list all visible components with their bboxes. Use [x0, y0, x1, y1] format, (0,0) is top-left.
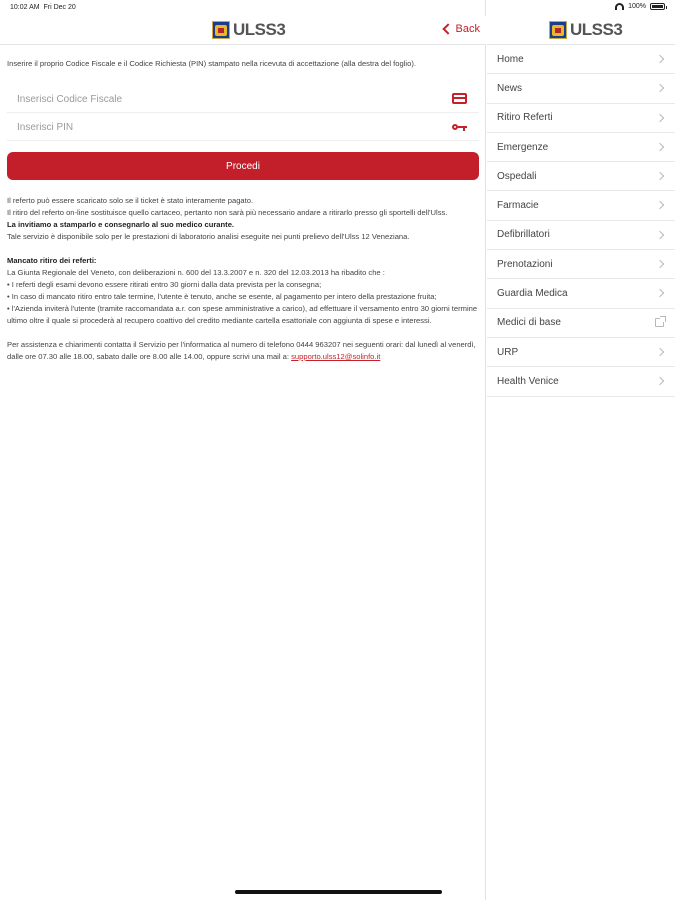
- pin-field: [7, 113, 479, 141]
- sidebar-menu: [487, 45, 675, 397]
- form-fields: [7, 85, 479, 141]
- chevron-right-icon: [656, 172, 664, 180]
- sidebar-navbar: [487, 16, 675, 45]
- sidebar-item-ospedali[interactable]: Ospedali: [487, 162, 675, 191]
- codice-fiscale-input[interactable]: [7, 85, 479, 113]
- chevron-right-icon: [656, 201, 664, 209]
- mancato-ritiro-bullet-3: • l'Azienda inviterà l'utente (tramite raccomandata a.r. con spese amministrative a carico), ad effettuare il versamento entro 30 giorni termine ultimo oltre il quale si procederà al recupero coattivo del credito mediante cartella esattoriale con aggiunta di spese e interessi.: [7, 304, 478, 325]
- external-link-icon: [655, 318, 664, 327]
- mancato-ritiro-title: Mancato ritiro dei referti:: [7, 256, 97, 265]
- back-label: Back: [455, 23, 480, 35]
- sidebar-item-home[interactable]: Home: [487, 45, 675, 74]
- chevron-right-icon: [656, 260, 664, 268]
- chevron-right-icon: [656, 113, 664, 121]
- home-indicator[interactable]: [235, 890, 442, 894]
- mancato-ritiro-bullet-2: • In caso di mancato ritiro entro tale termine, l'utente è tenuto, anche se esente, al pagamento per intero della prestazione fruita;: [7, 292, 437, 301]
- info-p4: Tale servizio è disponibile solo per le prestazioni di laboratorio analisi eseguite nei punti prelievo dell'Ulss 12 Veneziana.: [7, 232, 410, 241]
- info-p3: La invitiamo a stamparlo e consegnarlo al suo medico curante.: [7, 220, 235, 229]
- chevron-right-icon: [656, 84, 664, 92]
- chevron-right-icon: [656, 348, 664, 356]
- info-p2: Il ritiro del referto on-line sostituisce quello cartaceo, pertanto non sarà più necessario andare a ritirarlo presso gli sportelli dell'Ulss.: [7, 208, 448, 217]
- brand-name: ULSS3: [570, 20, 623, 39]
- sidebar-item-prenotazioni[interactable]: Prenotazioni: [487, 250, 675, 279]
- sidebar-item-news[interactable]: News: [487, 74, 675, 103]
- sidebar-item-health-venice[interactable]: Health Venice: [487, 367, 675, 396]
- back-button[interactable]: [444, 23, 480, 35]
- procedi-button[interactable]: Procedi: [7, 152, 479, 180]
- assistenza-text: Per assistenza e chiarimenti contatta il Servizio per l'informatica al numero di telefono 0444 963207 nei seguenti orari: dal lunedì al venerdì, dalle ore 07.30 alle 18.00, sabato dalle ore 8.00 alle 14.00, oppure scrivi una mail a: supporto.ulss12@solinfo.it: [7, 340, 476, 361]
- support-email-link[interactable]: supporto.ulss12@solinfo.it: [291, 352, 381, 361]
- sidebar-item-defibrillatori[interactable]: Defibrillatori: [487, 221, 675, 250]
- form-intro: Inserire il proprio Codice Fiscale e il Codice Richiesta (PIN) stampato nella ricevuta di accettazione (alla destra del foglio).: [7, 59, 416, 68]
- chevron-right-icon: [656, 289, 664, 297]
- sidebar-item-ritiro-referti[interactable]: Ritiro Referti: [487, 104, 675, 133]
- ulss3-logo: [212, 20, 285, 40]
- chevron-right-icon: [656, 143, 664, 151]
- credit-card-icon: [452, 93, 467, 104]
- pin-input[interactable]: [7, 113, 479, 141]
- sidebar: [487, 0, 675, 900]
- mancato-ritiro-bullet-1: • I referti degli esami devono essere ritirati entro 30 giorni dalla data prevista per la consegna;: [7, 280, 322, 289]
- codice-fiscale-field: [7, 85, 479, 113]
- chevron-right-icon: [656, 231, 664, 239]
- chevron-left-icon: [442, 23, 453, 34]
- sidebar-item-guardia-medica[interactable]: Guardia Medica: [487, 279, 675, 308]
- status-time: 10:02 AM Fri Dec 20: [10, 4, 76, 11]
- ulss3-emblem-icon: [549, 21, 567, 39]
- sidebar-item-farmacie[interactable]: Farmacie: [487, 191, 675, 220]
- sidebar-item-medici-di-base[interactable]: Medici di base: [487, 309, 675, 338]
- main-navbar: [0, 16, 486, 45]
- info-p1: Il referto può essere scaricato solo se il ticket è stato interamente pagato.: [7, 196, 254, 205]
- sidebar-item-urp[interactable]: URP: [487, 338, 675, 367]
- sidebar-item-emergenze[interactable]: Emergenze: [487, 133, 675, 162]
- key-icon: [452, 124, 467, 130]
- battery-percent: 100%: [628, 3, 646, 10]
- chevron-right-icon: [656, 377, 664, 385]
- chevron-right-icon: [656, 55, 664, 63]
- mancato-ritiro-text: La Giunta Regionale del Veneto, con deliberazioni n. 600 del 13.3.2007 e n. 320 del 12.03.2013 ha ribadito che :: [7, 268, 385, 277]
- referti-form: [7, 58, 479, 363]
- info-text: [7, 195, 479, 363]
- ulss3-logo-sidebar: [549, 20, 622, 40]
- brand-name: ULSS3: [233, 20, 286, 39]
- ulss3-emblem-icon: [212, 21, 230, 39]
